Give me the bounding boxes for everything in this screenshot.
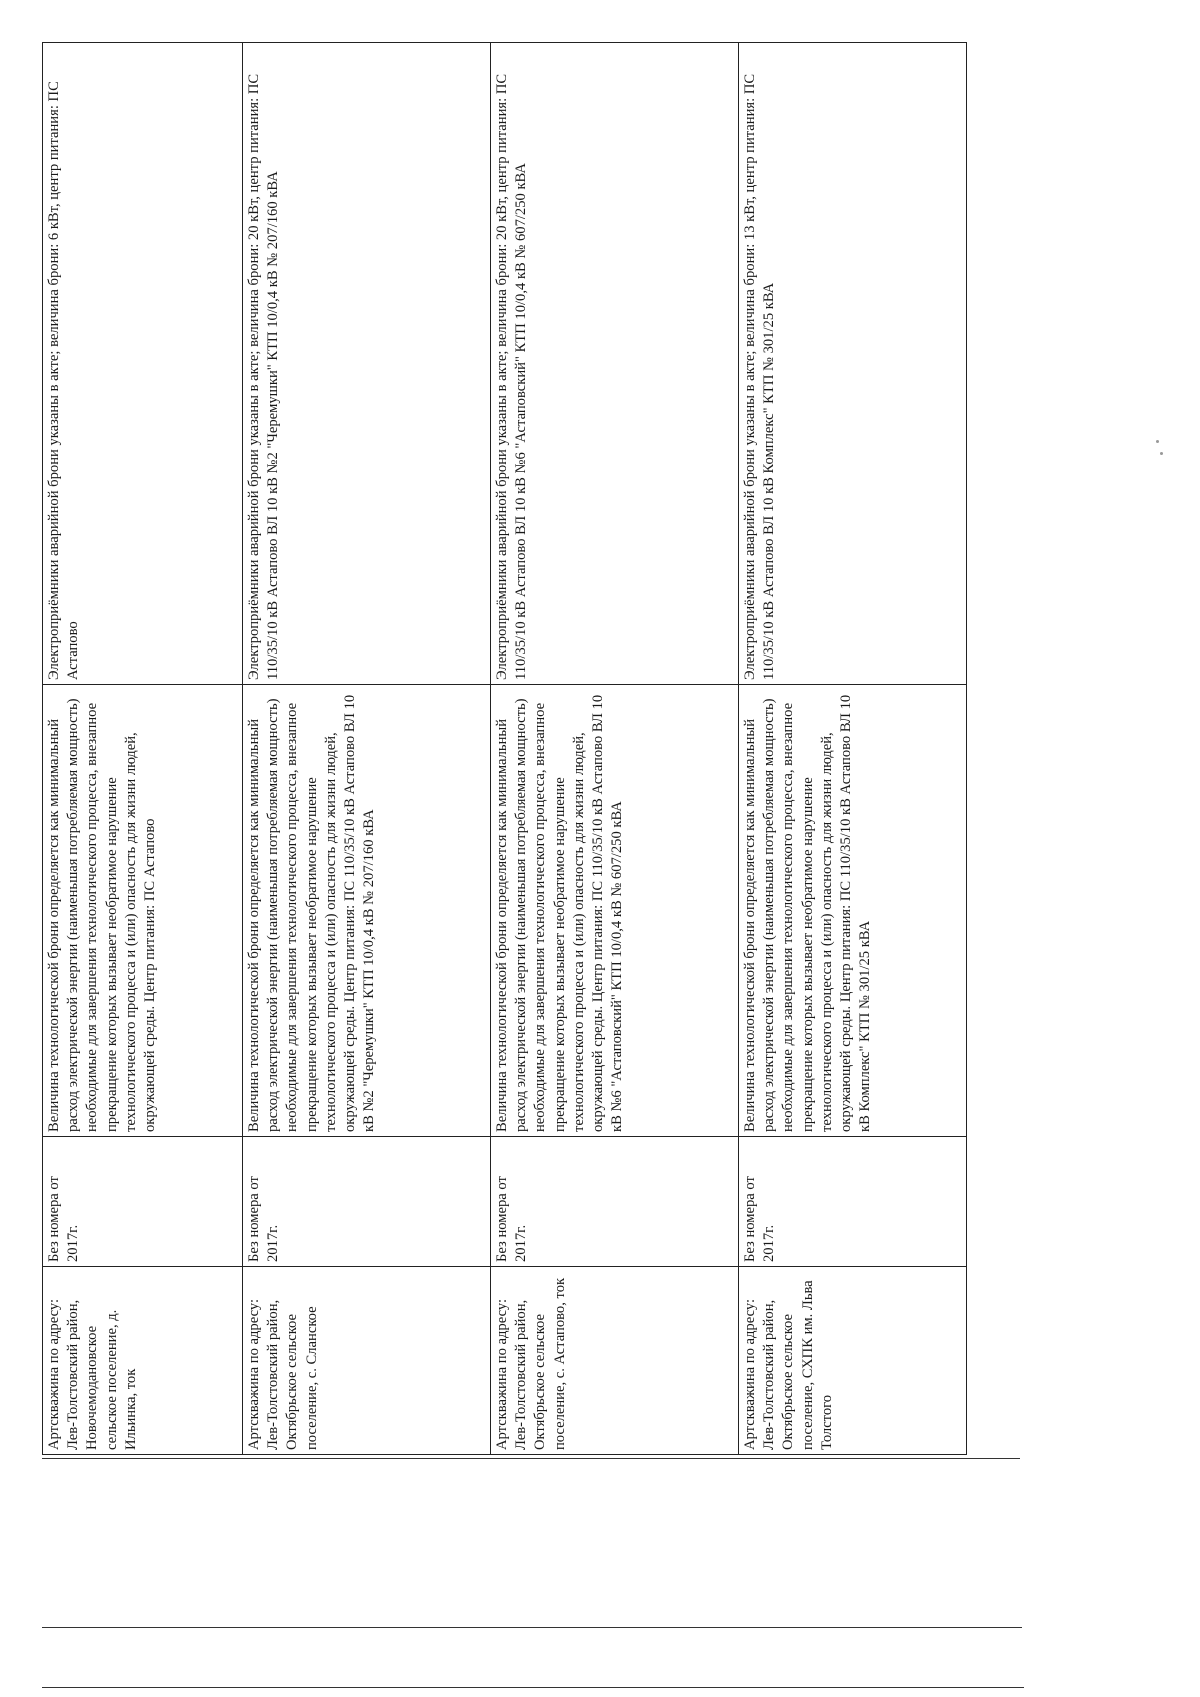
tech-reserve-cell: Величина технологической брони определяется как минимальный расход электрической энергии (наименьшая потребляемая мощность) необходимые для завершения технологического процесса, внезапное прекращение которых вызывает необратимое нарушение технологического процесса и (или) опасность для жизни людей, окружающей среды. Центр питания: ПС 110/35/10 кВ Астапово ВЛ 10 кВ Комплекс" КТП № 301/25 кВА [739, 685, 967, 1137]
scan-speck [1160, 452, 1163, 455]
divider-line [42, 1687, 1024, 1688]
scan-speck [1156, 440, 1159, 443]
object-address-cell: Артскважина по адресу: Лев-Толстовский район, Октябрьское сельское поселение, с. Сланское [243, 1267, 491, 1455]
table-row [43, 43, 243, 1455]
act-number-cell: Без номера от 2017г. [43, 1137, 243, 1267]
emergency-reserve-cell: Электроприёмники аварийной брони указаны в акте; величина брони: 6 кВт, центр питания: ПС Астапово [43, 43, 243, 685]
emergency-reserve-cell: Электроприёмники аварийной брони указаны в акте; величина брони: 20 кВт, центр питания: ПС 110/35/10 кВ Астапово ВЛ 10 кВ №2 "Черемушки" КТП 10/0,4 кВ № 207/160 кВА [243, 43, 491, 685]
act-number-cell: Без номера от 2017г. [243, 1137, 491, 1267]
table-row [491, 43, 739, 1455]
object-address-cell: Артскважина по адресу: Лев-Толстовский район, Новочемодановское сельское поселение, д. Ильинка, ток [43, 1267, 243, 1455]
tech-reserve-cell: Величина технологической брони определяется как минимальный расход электрической энергии (наименьшая потребляемая мощность) необходимые для завершения технологического процесса, внезапное прекращение которых вызывает необратимое нарушение технологического процесса и (или) опасность для жизни людей, окружающей среды. Центр питания: ПС 110/35/10 кВ Астапово ВЛ 10 кВ №6 "Астаповский" КТП 10/0,4 кВ № 607/250 кВА [491, 685, 739, 1137]
table-row [243, 43, 491, 1455]
act-number-cell: Без номера от 2017г. [491, 1137, 739, 1267]
divider-line [42, 1627, 1022, 1628]
object-address-cell: Артскважина по адресу: Лев-Толстовский район, Октябрьское сельское поселение, с. Астапово, ток [491, 1267, 739, 1455]
object-address-cell: Артскважина по адресу: Лев-Толстовский район, Октябрьское сельское поселение, СХПК им. Льва Толстого [739, 1267, 967, 1455]
act-number-cell: Без номера от 2017г. [739, 1137, 967, 1267]
reserve-table [42, 42, 967, 1455]
divider-line [42, 1458, 1020, 1459]
tech-reserve-cell: Величина технологической брони определяется как минимальный расход электрической энергии (наименьшая потребляемая мощность) необходимые для завершения технологического процесса, внезапное прекращение которых вызывает необратимое нарушение технологического процесса и (или) опасность для жизни людей, окружающей среды. Центр питания: ПС 110/35/10 кВ Астапово ВЛ 10 кВ №2 "Черемушки" КТП 10/0,4 кВ № 207/160 кВА [243, 685, 491, 1137]
table-row [739, 43, 967, 1455]
emergency-reserve-cell: Электроприёмники аварийной брони указаны в акте; величина брони: 20 кВт, центр питания: ПС 110/35/10 кВ Астапово ВЛ 10 кВ №6 "Астаповский" КТП 10/0,4 кВ № 607/250 кВА [491, 43, 739, 685]
emergency-reserve-cell: Электроприёмники аварийной брони указаны в акте; величина брони: 13 кВт, центр питания: ПС 110/35/10 кВ Астапово ВЛ 10 кВ Комплекс" КТП № 301/25 кВА [739, 43, 967, 685]
tech-reserve-cell: Величина технологической брони определяется как минимальный расход электрической энергии (наименьшая потребляемая мощность) необходимые для завершения технологического процесса, внезапное прекращение которых вызывает необратимое нарушение технологического процесса и (или) опасность для жизни людей, окружающей среды. Центр питания: ПС Астапово [43, 685, 243, 1137]
